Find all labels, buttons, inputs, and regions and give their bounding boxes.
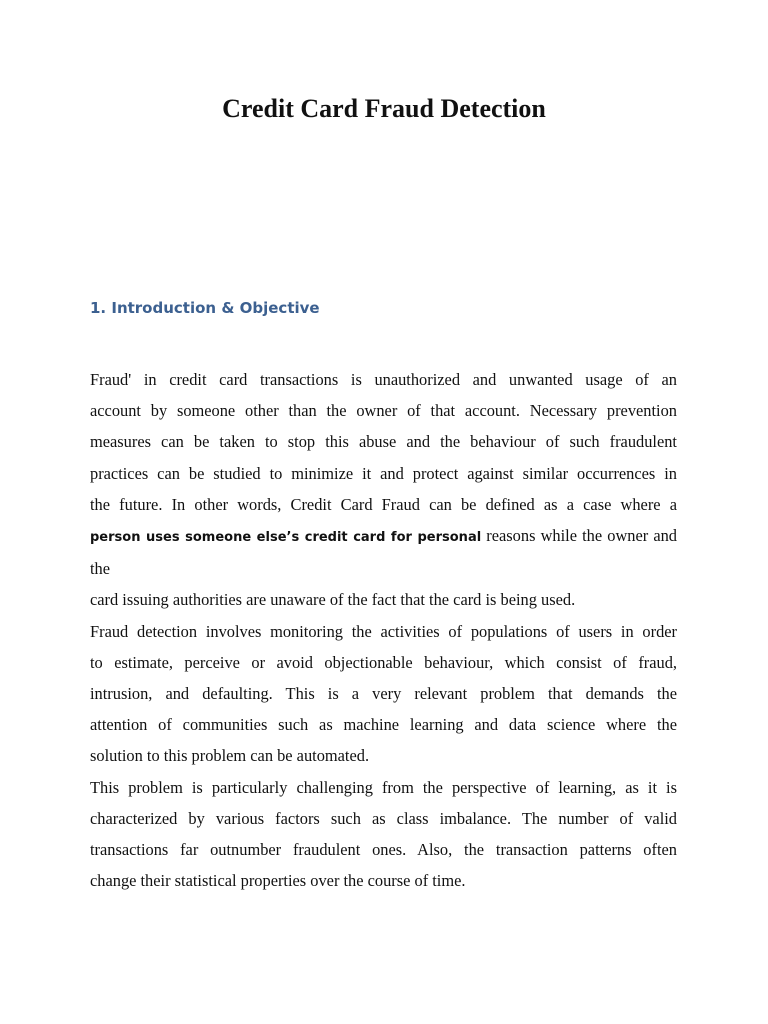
body-line-rest: reasons while the owner and xyxy=(481,526,677,546)
body-line: intrusion, and defaulting. This is a very relevant problem that demands the xyxy=(90,684,677,704)
body-line: transactions far outnumber fraudulent ones. Also, the transaction patterns often xyxy=(90,840,677,860)
body-line: characterized by various factors such as class imbalance. The number of valid xyxy=(90,808,677,828)
body-line-emphasis xyxy=(90,520,677,553)
body-line: the future. In other words, Credit Card Fraud can be defined as a case where a xyxy=(90,494,677,514)
body-line: the xyxy=(90,559,111,579)
body-line: to estimate, perceive or avoid objectionable behaviour, which consist of fraud, xyxy=(90,652,677,672)
body-text xyxy=(90,364,677,896)
body-line: Fraud detection involves monitoring the activities of populations of users in order xyxy=(90,621,677,641)
body-line: change their statistical properties over the course of time. xyxy=(90,871,466,891)
body-line: card issuing authorities are unaware of the fact that the card is being used. xyxy=(90,590,576,610)
emphasized-text: person uses someone else’s credit card for personal xyxy=(90,530,482,546)
body-line: This problem is particularly challenging from the perspective of learning, as it is xyxy=(90,777,677,797)
body-line: attention of communities such as machine learning and data science where the xyxy=(90,715,677,735)
body-line: practices can be studied to minimize it and protect against similar occurrences in xyxy=(90,463,677,483)
body-line: measures can be taken to stop this abuse and the behaviour of such fraudulent xyxy=(90,432,677,452)
section-heading-introduction: 1. Introduction & Objective xyxy=(90,299,320,317)
document-title: Credit Card Fraud Detection xyxy=(222,94,546,123)
body-line: Fraud' in credit card transactions is unauthorized and unwanted usage of an xyxy=(90,370,677,389)
body-line: solution to this problem can be automated. xyxy=(90,746,370,766)
body-line: account by someone other than the owner of that account. Necessary prevention xyxy=(90,401,677,421)
